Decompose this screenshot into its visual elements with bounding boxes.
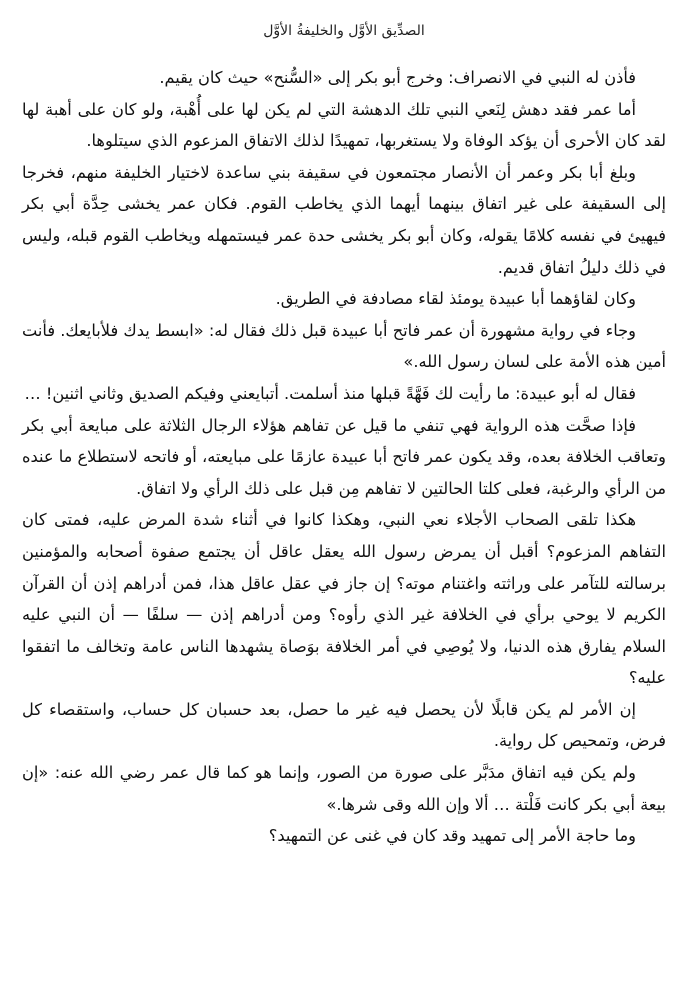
paragraph-9: إن الأمر لم يكن قابلًا لأن يحصل فيه غير ما حصل، بعد حسبان كل حساب، واستقصاء كل فرض، وتمحيص كل رواية. bbox=[22, 699, 666, 751]
paragraph-11: وما حاجة الأمر إلى تمهيد وقد كان في غنى عن التمهيد؟ bbox=[268, 826, 636, 846]
paragraph-5: وجاء في رواية مشهورة أن عمر فاتح أبا عبيدة قبل ذلك فقال له: «ابسط يدك فلأبايعك. فأنت أمين هذه الأمة على لسان رسول الله.» bbox=[22, 320, 666, 372]
paragraph-4: وكان لقاؤهما أبا عبيدة يومئذ لقاء مصادفة في الطريق. bbox=[275, 289, 636, 309]
running-header: الصدِّيق الأوَّل والخليفةُ الأوَّل bbox=[263, 23, 425, 39]
paragraph-10: ولم يكن فيه اتفاق مدَبَّر على صورة من الصور، وإنما هو كما قال عمر رضي الله عنه: «إن بيعة أبي بكر كانت فَلْتة … ألا وإن الله وقى شرها.» bbox=[22, 763, 666, 814]
paragraph-8: هكذا تلقى الصحاب الأجلاء نعي النبي، وهكذا كانوا في أثناء شدة المرض عليه، فمتى كان التفاهم المزعوم؟ أقبل أن يمرض رسول الله يعقل عاقل أن يجتمع صفوة أصحابه والمؤمنين برسالته للتآمر على وراثته واغتنام موته؟ إن جاز في عقل عاقل هذا، فمن أدراهم إذن أن القرآن الكريم لا يوحي برأي في الخلافة غير الذي رأوه؟ ومن أدراهم إذن — سلفًا — أن النبي عليه السلام يفارق هذه الدنيا، ولا يُوصِي في أمر الخلافة بوَصاة يشهدها الناس عامة وتخالف ما اتفقوا عليه؟ bbox=[22, 510, 666, 688]
body-text bbox=[22, 62, 666, 852]
paragraph-1: فأذن له النبي في الانصراف: وخرج أبو بكر إلى «السُّنح» حيث كان يقيم. bbox=[159, 68, 636, 87]
paragraph-6: فقال له أبو عبيدة: ما رأيت لك فَهَّةً قبلها منذ أسلمت. أتبايعني وفيكم الصديق وثاني اثنين! … bbox=[24, 383, 636, 403]
paragraph-3: وبلغ أبا بكر وعمر أن الأنصار مجتمعون في سقيفة بني ساعدة لاختيار الخليفة منهم، فخرجا إلى السقيفة على غير اتفاق بينهما أيهما الذي يخاطب القوم. فكان عمر يخشى حِدَّة أبي بكر فيهيئ في نفسه كلامًا يقوله، وكان أبو بكر يخشى حدة عمر فيستمهله ويخاطب القوم قبله، وليس في ذلك دليلُ اتفاق قديم. bbox=[22, 162, 666, 277]
paragraph-2: أما عمر فقد دهش لِنَعي النبي تلك الدهشة التي لم يكن لها على أُهْبة، ولو كان على أهبة لها لقد كان الأحرى أن يؤكد الوفاة ولا يستغربها، تمهيدًا لذلك الاتفاق المزعوم الذي سيتلوها. bbox=[22, 99, 666, 151]
paragraph-7: فإذا صحَّت هذه الرواية فهي تنفي ما قيل عن تفاهم هؤلاء الرجال الثلاثة على مبايعة أبي بكر وتعاقب الخلافة بعده، وقد يكون عمر فاتح أبا عبيدة عازمًا على مبايعته، أو فاتحه لاستطلاع ما عنده من الرأي والرغبة، فعلى كلتا الحالتين لا تفاهم مِن قبل على ذلك الرأي ولا اتفاق. bbox=[22, 415, 666, 498]
